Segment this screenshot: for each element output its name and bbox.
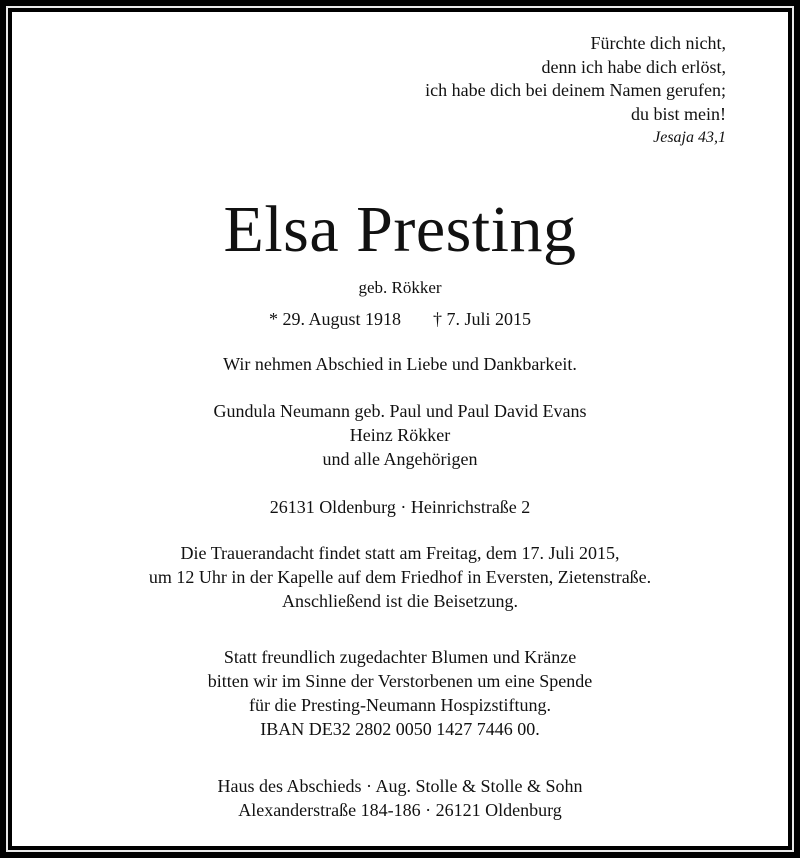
verse-line: Fürchte dich nicht, xyxy=(590,33,726,53)
mourner: Gundula Neumann geb. Paul und Paul David Evans xyxy=(213,401,587,421)
donation-line: bitten wir im Sinne der Verstorbenen um eine Spende xyxy=(207,671,593,691)
birth-date: * 29. August 1918 xyxy=(268,309,401,329)
service-info xyxy=(12,541,788,613)
bible-verse xyxy=(425,32,726,150)
maiden-name: geb. Rökker xyxy=(358,278,442,297)
service-line: um 12 Uhr in der Kapelle auf dem Friedhof in Eversten, Zietenstraße. xyxy=(148,567,652,587)
funeral-home-name: Haus des Abschieds · Aug. Stolle & Stolle & Sohn xyxy=(217,776,583,796)
mourners-list xyxy=(12,399,788,471)
service-line: Anschließend ist die Beisetzung. xyxy=(282,591,518,611)
verse-line: denn ich habe dich erlöst, xyxy=(541,56,726,77)
verse-line: ich habe dich bei deinem Namen gerufen; xyxy=(425,80,726,100)
verse-line: du bist mein! xyxy=(631,103,726,124)
obituary-notice xyxy=(12,12,788,846)
farewell-text: Wir nehmen Abschied in Liebe und Dankbarkeit. xyxy=(223,354,577,374)
funeral-home xyxy=(12,774,788,822)
funeral-home-address: Alexanderstraße 184-186 · 26121 Oldenburg xyxy=(238,800,562,820)
iban: IBAN DE32 2802 0050 1427 7446 00. xyxy=(260,719,540,739)
mourner: Heinz Rökker xyxy=(349,425,451,445)
deceased-name: Elsa Presting xyxy=(223,193,577,266)
donation-line: für die Presting-Neumann Hospizstiftung. xyxy=(249,695,551,715)
life-dates xyxy=(12,309,788,330)
family-address: 26131 Oldenburg · Heinrichstraße 2 xyxy=(269,497,531,517)
death-date: † 7. Juli 2015 xyxy=(433,309,532,329)
service-line: Die Trauerandacht findet statt am Freitag, dem 17. Juli 2015, xyxy=(180,543,620,563)
donation-info xyxy=(12,645,788,741)
donation-line: Statt freundlich zugedachter Blumen und Kränze xyxy=(223,647,577,667)
verse-reference: Jesaja 43,1 xyxy=(653,129,726,146)
mourner: und alle Angehörigen xyxy=(322,449,478,469)
